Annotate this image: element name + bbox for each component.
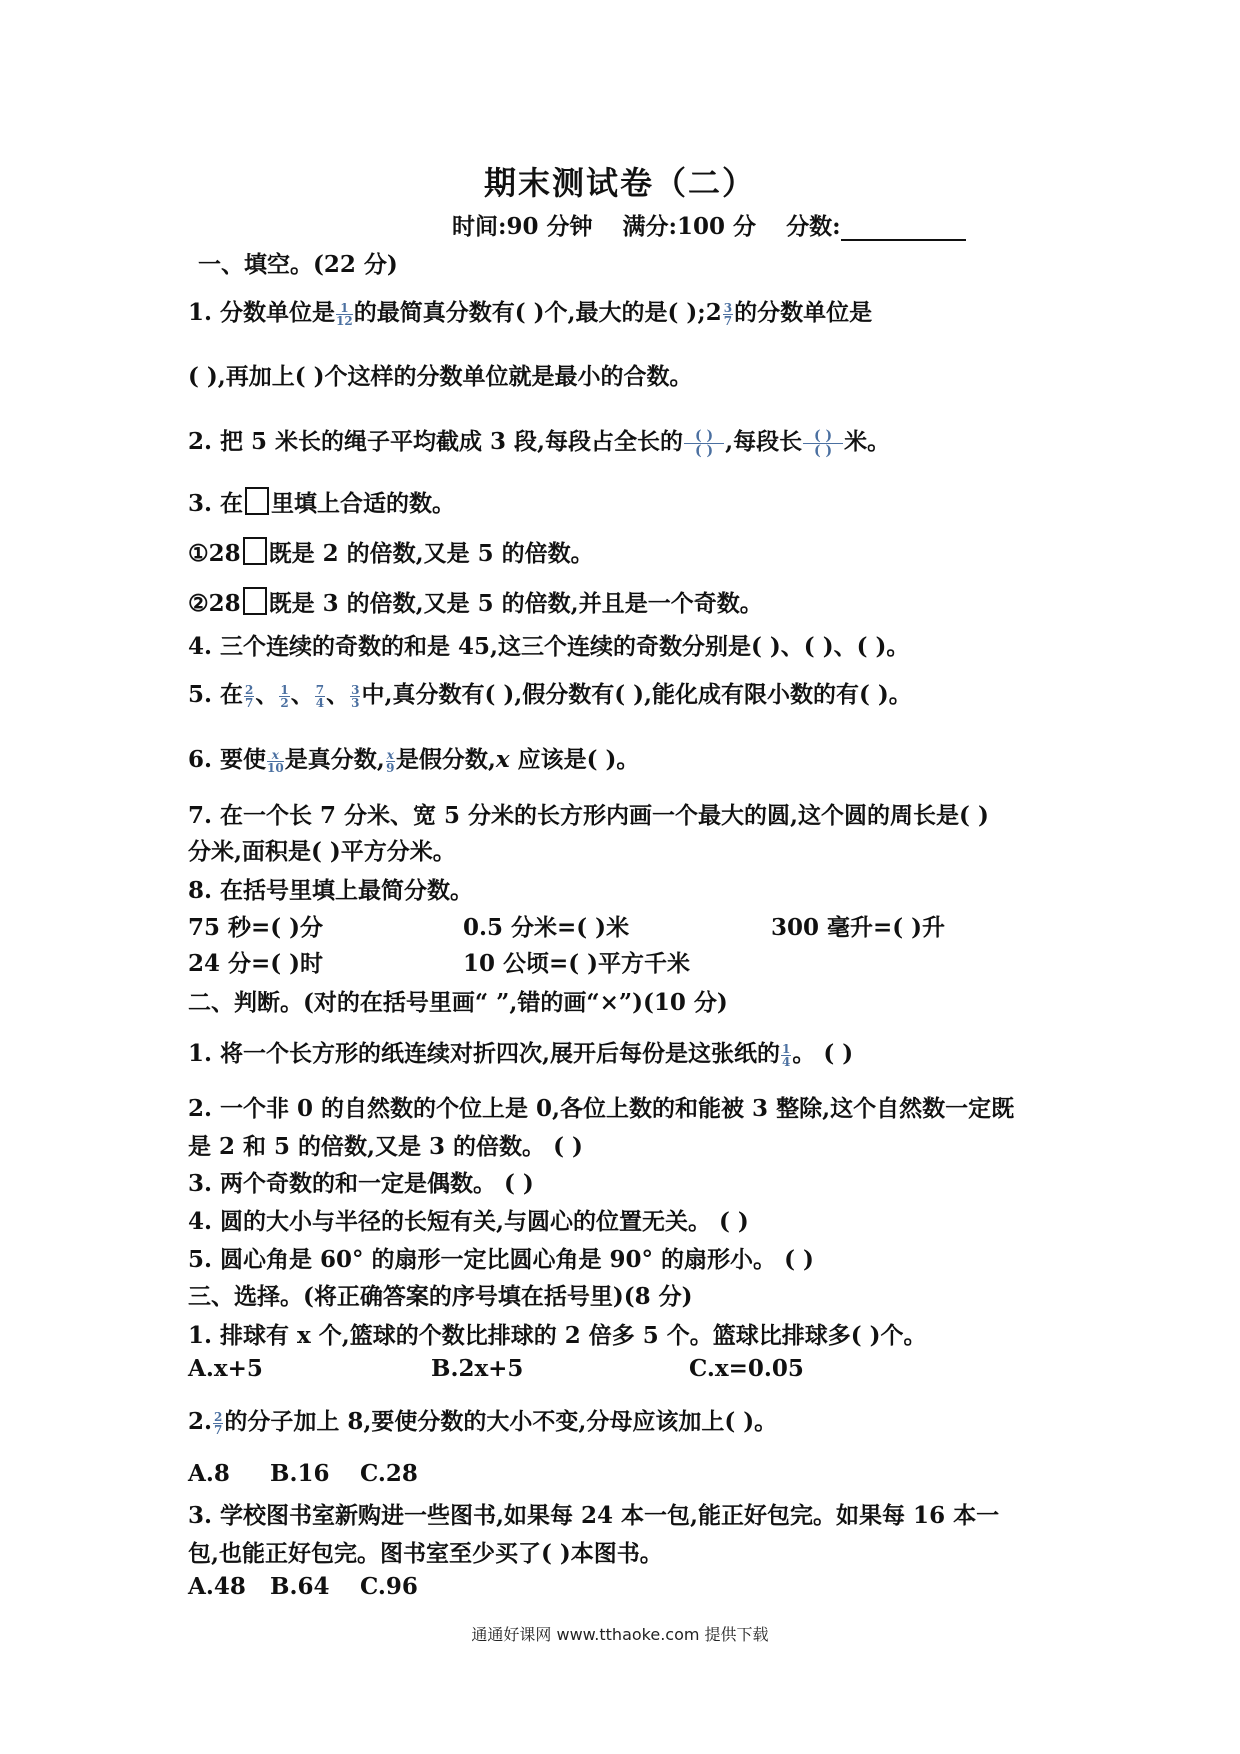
fraction: $\frac{x}{10}$ bbox=[267, 747, 284, 775]
fraction: $\frac{3}{3}$ bbox=[351, 682, 360, 710]
answer-box[interactable] bbox=[245, 487, 269, 515]
fraction: $\frac{2}{7}$ bbox=[214, 1409, 223, 1437]
judge-4: 4. 圆的大小与半径的长短有关,与圆心的位置无关。 ( ) bbox=[188, 1208, 749, 1235]
fraction: $\frac{1}{12}$ bbox=[336, 300, 353, 328]
option-b: B.16 bbox=[270, 1460, 330, 1487]
option-b: B.2x+5 bbox=[431, 1355, 524, 1382]
question-3-part-2: ②28 既是 3 的倍数,又是 5 的倍数,并且是一个奇数。 bbox=[188, 585, 763, 618]
question-7-line-1: 7. 在一个长 7 分米、宽 5 分米的长方形内画一个最大的圆,这个圆的周长是( ) bbox=[188, 802, 989, 829]
option-a: A.48 bbox=[188, 1573, 246, 1600]
option-b: B.64 bbox=[270, 1573, 330, 1600]
question-8-row-1 bbox=[188, 909, 945, 942]
choice-2-options bbox=[188, 1460, 418, 1487]
page-title: 期末测试卷（二） bbox=[483, 164, 756, 202]
time-limit: 时间:90 分钟 bbox=[452, 213, 593, 240]
option-c: C.96 bbox=[360, 1573, 418, 1600]
option-c: C.28 bbox=[360, 1460, 418, 1487]
question-2: 2. 把 5 米长的绳子平均截成 3 段,每段占全长的 $\frac{( )}{( )}$ ,每段长 $\frac{( )}{( )}$ 米。 bbox=[188, 427, 891, 459]
question-3-part-1: ①28 既是 2 的倍数,又是 5 的倍数。 bbox=[188, 535, 594, 568]
fraction: $\frac{7}{4}$ bbox=[315, 682, 325, 710]
exam-meta bbox=[452, 208, 966, 241]
section-1-heading: 一、填空。(22 分) bbox=[198, 251, 398, 278]
judge-3: 3. 两个奇数的和一定是偶数。 ( ) bbox=[188, 1170, 534, 1197]
score-blank[interactable] bbox=[841, 217, 966, 241]
choice-3-options bbox=[188, 1573, 418, 1600]
option-c: C.x=0.05 bbox=[689, 1355, 804, 1382]
choice-1: 1. 排球有 x 个,篮球的个数比排球的 2 倍多 5 个。篮球比排球多( )个。 bbox=[188, 1322, 927, 1349]
judge-5: 5. 圆心角是 60° 的扇形一定比圆心角是 90° 的扇形小。 ( ) bbox=[188, 1246, 814, 1273]
judge-2-line-1: 2. 一个非 0 的自然数的个位上是 0,各位上数的和能被 3 整除,这个自然数一定既 bbox=[188, 1095, 1015, 1122]
choice-2: 2. $\frac{2}{7}$ 的分子加上 8,要使分数的大小不变,分母应该加上( )。 bbox=[188, 1408, 778, 1437]
judge-2-line-2: 是 2 和 5 的倍数,又是 3 的倍数。 ( ) bbox=[188, 1133, 583, 1160]
question-8-row-2 bbox=[188, 945, 690, 978]
fraction: $\frac{3}{7}$ bbox=[723, 300, 733, 328]
footer-credit: 通通好课网 www.tthaoke.com 提供下载 bbox=[471, 1625, 769, 1644]
conversion-3: 300 毫升=( )升 bbox=[771, 914, 946, 941]
question-7-line-2: 分米,面积是( )平方分米。 bbox=[188, 838, 456, 865]
choice-3-line-1: 3. 学校图书室新购进一些图书,如果每 24 本一包,能正好包完。如果每 16 本一 bbox=[188, 1502, 1000, 1529]
section-3-heading: 三、选择。(将正确答案的序号填在括号里)(8 分) bbox=[188, 1283, 693, 1310]
fraction-blank[interactable]: $\frac{( )}{( )}$ bbox=[684, 429, 724, 458]
judge-1: 1. 将一个长方形的纸连续对折四次,展开后每份是这张纸的 $\frac{1}{4}$ 。 ( ) bbox=[188, 1040, 854, 1069]
answer-box[interactable] bbox=[243, 587, 267, 615]
question-1-line-2: ( ),再加上( )个这样的分数单位就是最小的合数。 bbox=[188, 363, 693, 390]
question-6: 6. 要使 $\frac{x}{10}$ 是真分数, $\frac{x}{9}$ 是假分数,x 应该是( )。 bbox=[188, 746, 640, 775]
conversion-1: 75 秒=( )分 bbox=[188, 914, 324, 941]
fraction: $\frac{1}{4}$ bbox=[782, 1041, 791, 1069]
fraction: $\frac{x}{9}$ bbox=[386, 747, 395, 775]
full-score: 满分:100 分 bbox=[622, 213, 757, 240]
choice-3-line-2: 包,也能正好包完。图书室至少买了( )本图书。 bbox=[188, 1540, 663, 1567]
fraction-blank[interactable]: $\frac{( )}{( )}$ bbox=[803, 429, 843, 458]
question-3: 3. 在 里填上合适的数。 bbox=[188, 485, 455, 518]
answer-box[interactable] bbox=[243, 537, 267, 565]
fraction: $\frac{2}{7}$ bbox=[245, 682, 254, 710]
fraction: $\frac{1}{2}$ bbox=[280, 682, 289, 710]
option-a: A.x+5 bbox=[188, 1355, 263, 1382]
question-8: 8. 在括号里填上最简分数。 bbox=[188, 877, 474, 904]
conversion-5: 10 公顷=( )平方千米 bbox=[463, 950, 691, 977]
option-a: A.8 bbox=[188, 1460, 230, 1487]
conversion-4: 24 分=( )时 bbox=[188, 950, 324, 977]
question-4: 4. 三个连续的奇数的和是 45,这三个连续的奇数分别是( )、( )、( )。 bbox=[188, 633, 910, 660]
conversion-2: 0.5 分米=( )米 bbox=[463, 914, 630, 941]
section-2-heading: 二、判断。(对的在括号里画“ ”,错的画“×”)(10 分) bbox=[188, 989, 728, 1016]
choice-1-options bbox=[188, 1355, 804, 1382]
question-5: 5. 在 $\frac{2}{7}$ 、 $\frac{1}{2}$ 、 $\frac{7}{4}$ 、 $\frac{3}{3}$ 中,真分数有( ),假分数有( ),能化成有限小数的有( )。 bbox=[188, 681, 912, 710]
question-1-line-1: 1. 分数单位是 $\frac{1}{12}$ 的最简真分数有( )个,最大的是( );2 $\frac{3}{7}$ 的分数单位是 bbox=[188, 299, 873, 328]
score-label: 分数: bbox=[786, 213, 841, 240]
